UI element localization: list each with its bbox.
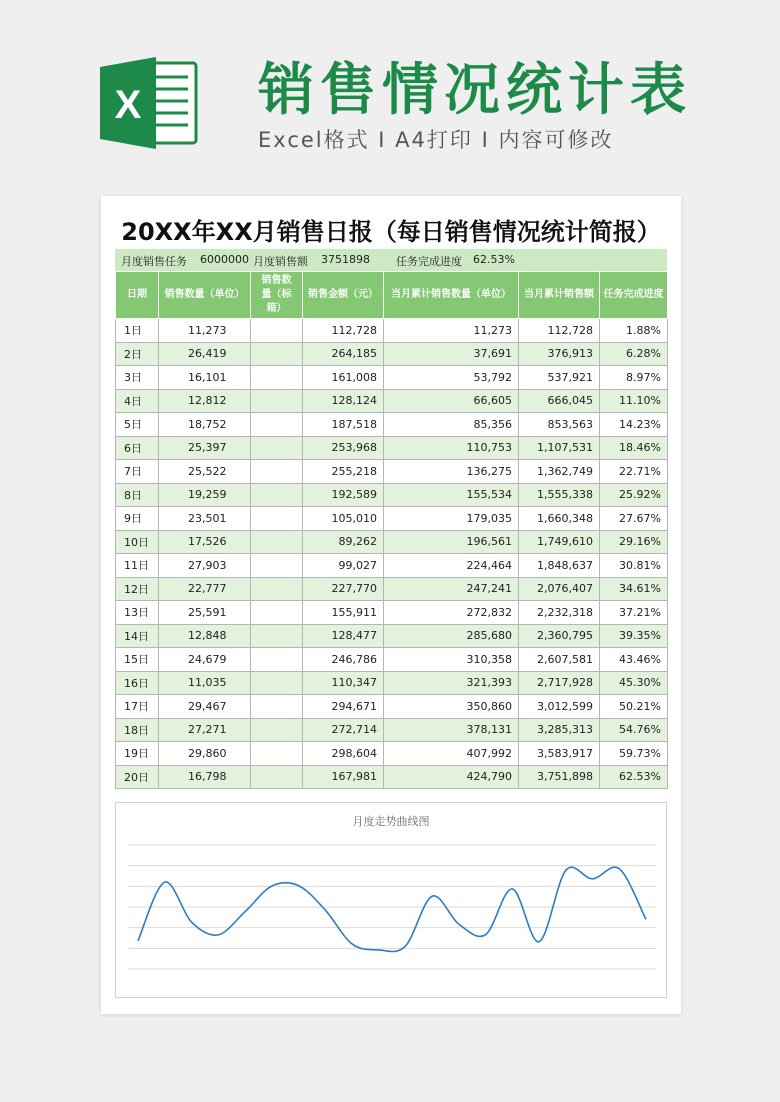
cell-amount: 89,262 bbox=[303, 530, 384, 554]
cell-amount: 294,671 bbox=[303, 695, 384, 719]
cell-cum-qty: 272,832 bbox=[384, 601, 519, 625]
cell-cum-amount: 2,360,795 bbox=[519, 624, 600, 648]
amount-label: 月度销售额 bbox=[253, 255, 308, 268]
cell-box bbox=[251, 460, 303, 484]
header-cum-amount: 当月累计销售额 bbox=[519, 272, 600, 319]
cell-qty: 27,903 bbox=[159, 554, 251, 578]
table-row bbox=[116, 601, 668, 625]
amount-value: 3751898 bbox=[321, 253, 370, 266]
cell-date: 10日 bbox=[116, 530, 159, 554]
table-row bbox=[116, 671, 668, 695]
data-point bbox=[188, 919, 194, 925]
cell-qty: 26,419 bbox=[159, 342, 251, 366]
table-header-row bbox=[116, 272, 668, 319]
cell-qty: 17,526 bbox=[159, 530, 251, 554]
data-point bbox=[402, 943, 408, 949]
data-point bbox=[135, 938, 141, 944]
cell-box bbox=[251, 507, 303, 531]
table-row bbox=[116, 530, 668, 554]
data-point bbox=[215, 932, 221, 938]
data-point bbox=[295, 883, 301, 889]
table-row bbox=[116, 366, 668, 390]
cell-box bbox=[251, 413, 303, 437]
cell-date: 18日 bbox=[116, 718, 159, 742]
cell-box bbox=[251, 624, 303, 648]
cell-qty: 16,798 bbox=[159, 765, 251, 789]
cell-cum-amount: 1,555,338 bbox=[519, 483, 600, 507]
table-row bbox=[116, 319, 668, 343]
cell-amount: 161,008 bbox=[303, 366, 384, 390]
cell-amount: 264,185 bbox=[303, 342, 384, 366]
cell-cum-amount: 1,660,348 bbox=[519, 507, 600, 531]
cell-cum-amount: 112,728 bbox=[519, 319, 600, 343]
cell-date: 13日 bbox=[116, 601, 159, 625]
cell-box bbox=[251, 389, 303, 413]
cell-qty: 11,273 bbox=[159, 319, 251, 343]
cell-cum-amount: 3,751,898 bbox=[519, 765, 600, 789]
cell-qty: 27,271 bbox=[159, 718, 251, 742]
cell-amount: 187,518 bbox=[303, 413, 384, 437]
cell-box bbox=[251, 342, 303, 366]
cell-amount: 128,124 bbox=[303, 389, 384, 413]
cell-progress: 22.71% bbox=[600, 460, 668, 484]
cell-cum-amount: 3,285,313 bbox=[519, 718, 600, 742]
data-point bbox=[269, 883, 275, 889]
cell-cum-qty: 285,680 bbox=[384, 624, 519, 648]
table-row bbox=[116, 342, 668, 366]
cell-progress: 25.92% bbox=[600, 483, 668, 507]
cell-cum-qty: 179,035 bbox=[384, 507, 519, 531]
cell-amount: 167,981 bbox=[303, 765, 384, 789]
logo-letter: X bbox=[114, 83, 142, 127]
cell-cum-qty: 53,792 bbox=[384, 366, 519, 390]
cell-progress: 50.21% bbox=[600, 695, 668, 719]
header-qty: 销售数量（单位） bbox=[159, 272, 251, 319]
cell-date: 14日 bbox=[116, 624, 159, 648]
cell-amount: 110,347 bbox=[303, 671, 384, 695]
table-row bbox=[116, 460, 668, 484]
cell-date: 20日 bbox=[116, 765, 159, 789]
table-row bbox=[116, 483, 668, 507]
cell-qty: 12,848 bbox=[159, 624, 251, 648]
table-row bbox=[116, 718, 668, 742]
table-row bbox=[116, 765, 668, 789]
header-date: 日期 bbox=[116, 272, 159, 319]
cell-date: 12日 bbox=[116, 577, 159, 601]
cell-cum-amount: 2,717,928 bbox=[519, 671, 600, 695]
task-value: 6000000 bbox=[200, 253, 249, 266]
cell-cum-qty: 350,860 bbox=[384, 695, 519, 719]
cell-progress: 11.10% bbox=[600, 389, 668, 413]
cell-amount: 255,218 bbox=[303, 460, 384, 484]
task-summary-bar bbox=[115, 249, 667, 271]
cell-box bbox=[251, 366, 303, 390]
cell-date: 1日 bbox=[116, 319, 159, 343]
chart-plot bbox=[116, 803, 666, 997]
cell-amount: 105,010 bbox=[303, 507, 384, 531]
cell-amount: 99,027 bbox=[303, 554, 384, 578]
table-row bbox=[116, 577, 668, 601]
report-sheet bbox=[101, 196, 681, 1014]
table-row bbox=[116, 413, 668, 437]
data-point bbox=[376, 947, 382, 953]
cell-cum-amount: 1,848,637 bbox=[519, 554, 600, 578]
cell-progress: 6.28% bbox=[600, 342, 668, 366]
cell-qty: 29,860 bbox=[159, 742, 251, 766]
cell-cum-qty: 378,131 bbox=[384, 718, 519, 742]
table-row bbox=[116, 436, 668, 460]
cell-cum-qty: 110,753 bbox=[384, 436, 519, 460]
cell-cum-amount: 537,921 bbox=[519, 366, 600, 390]
cell-date: 6日 bbox=[116, 436, 159, 460]
cell-qty: 18,752 bbox=[159, 413, 251, 437]
cell-cum-amount: 3,583,917 bbox=[519, 742, 600, 766]
cell-progress: 29.16% bbox=[600, 530, 668, 554]
cell-progress: 54.76% bbox=[600, 718, 668, 742]
data-point bbox=[536, 939, 542, 945]
progress-value: 62.53% bbox=[473, 253, 515, 266]
data-point bbox=[590, 876, 596, 882]
cell-box bbox=[251, 742, 303, 766]
cell-qty: 25,522 bbox=[159, 460, 251, 484]
cell-cum-qty: 37,691 bbox=[384, 342, 519, 366]
trend-chart bbox=[115, 802, 667, 998]
cell-date: 16日 bbox=[116, 671, 159, 695]
cell-qty: 12,812 bbox=[159, 389, 251, 413]
data-point bbox=[563, 867, 569, 873]
cell-date: 5日 bbox=[116, 413, 159, 437]
cell-box bbox=[251, 530, 303, 554]
cell-box bbox=[251, 648, 303, 672]
cell-box bbox=[251, 436, 303, 460]
cell-qty: 24,679 bbox=[159, 648, 251, 672]
cell-date: 11日 bbox=[116, 554, 159, 578]
cell-cum-qty: 85,356 bbox=[384, 413, 519, 437]
cell-progress: 8.97% bbox=[600, 366, 668, 390]
page-subtitle: Excel格式 I A4打印 I 内容可修改 bbox=[258, 128, 614, 152]
cell-cum-amount: 853,563 bbox=[519, 413, 600, 437]
cell-date: 4日 bbox=[116, 389, 159, 413]
table-row bbox=[116, 648, 668, 672]
cell-progress: 39.35% bbox=[600, 624, 668, 648]
cell-progress: 59.73% bbox=[600, 742, 668, 766]
cell-box bbox=[251, 577, 303, 601]
cell-qty: 25,397 bbox=[159, 436, 251, 460]
cell-progress: 45.30% bbox=[600, 671, 668, 695]
cell-cum-amount: 3,012,599 bbox=[519, 695, 600, 719]
excel-logo-icon bbox=[100, 55, 198, 151]
header-cum-qty: 当月累计销售数量（单位） bbox=[384, 272, 519, 319]
sales-table bbox=[115, 271, 668, 789]
table-row bbox=[116, 507, 668, 531]
data-point bbox=[349, 941, 355, 947]
cell-progress: 27.67% bbox=[600, 507, 668, 531]
cell-amount: 192,589 bbox=[303, 483, 384, 507]
cell-cum-amount: 1,107,531 bbox=[519, 436, 600, 460]
cell-box bbox=[251, 695, 303, 719]
cell-amount: 272,714 bbox=[303, 718, 384, 742]
cell-qty: 25,591 bbox=[159, 601, 251, 625]
task-label: 月度销售任务 bbox=[121, 255, 187, 268]
cell-cum-qty: 196,561 bbox=[384, 530, 519, 554]
cell-cum-qty: 424,790 bbox=[384, 765, 519, 789]
cell-date: 19日 bbox=[116, 742, 159, 766]
cell-qty: 23,501 bbox=[159, 507, 251, 531]
cell-qty: 29,467 bbox=[159, 695, 251, 719]
cell-cum-qty: 247,241 bbox=[384, 577, 519, 601]
cell-cum-amount: 376,913 bbox=[519, 342, 600, 366]
cell-qty: 22,777 bbox=[159, 577, 251, 601]
cell-progress: 30.81% bbox=[600, 554, 668, 578]
cell-progress: 14.23% bbox=[600, 413, 668, 437]
data-point bbox=[162, 879, 168, 885]
cell-qty: 16,101 bbox=[159, 366, 251, 390]
cell-date: 8日 bbox=[116, 483, 159, 507]
page-title: 销售情况统计表 bbox=[258, 58, 692, 123]
data-point bbox=[643, 916, 649, 922]
cell-cum-qty: 155,534 bbox=[384, 483, 519, 507]
series-line bbox=[138, 867, 646, 951]
cell-progress: 62.53% bbox=[600, 765, 668, 789]
cell-progress: 37.21% bbox=[600, 601, 668, 625]
cell-cum-amount: 666,045 bbox=[519, 389, 600, 413]
cell-cum-amount: 1,362,749 bbox=[519, 460, 600, 484]
cell-cum-qty: 321,393 bbox=[384, 671, 519, 695]
cell-progress: 1.88% bbox=[600, 319, 668, 343]
data-point bbox=[509, 886, 515, 892]
data-point bbox=[616, 866, 622, 872]
cell-box bbox=[251, 718, 303, 742]
cell-box bbox=[251, 483, 303, 507]
cell-box bbox=[251, 765, 303, 789]
cell-date: 9日 bbox=[116, 507, 159, 531]
cell-box bbox=[251, 319, 303, 343]
data-point bbox=[483, 932, 489, 938]
table-row bbox=[116, 624, 668, 648]
table-row bbox=[116, 389, 668, 413]
cell-progress: 34.61% bbox=[600, 577, 668, 601]
header-box: 销售数量（标箱） bbox=[251, 272, 303, 319]
header-amount: 销售金额（元） bbox=[303, 272, 384, 319]
cell-date: 17日 bbox=[116, 695, 159, 719]
cell-box bbox=[251, 671, 303, 695]
cell-cum-amount: 2,232,318 bbox=[519, 601, 600, 625]
table-row bbox=[116, 742, 668, 766]
cell-amount: 246,786 bbox=[303, 648, 384, 672]
cell-qty: 11,035 bbox=[159, 671, 251, 695]
cell-cum-qty: 224,464 bbox=[384, 554, 519, 578]
data-point bbox=[429, 893, 435, 899]
cell-amount: 128,477 bbox=[303, 624, 384, 648]
cell-date: 2日 bbox=[116, 342, 159, 366]
table-row bbox=[116, 554, 668, 578]
cell-cum-amount: 2,076,407 bbox=[519, 577, 600, 601]
data-point bbox=[242, 909, 248, 915]
sheet-title: 20XX年XX月销售日报（每日销售情况统计简报） bbox=[121, 218, 661, 246]
cell-qty: 19,259 bbox=[159, 483, 251, 507]
cell-amount: 298,604 bbox=[303, 742, 384, 766]
cell-progress: 18.46% bbox=[600, 436, 668, 460]
progress-label: 任务完成进度 bbox=[396, 255, 462, 268]
cell-amount: 112,728 bbox=[303, 319, 384, 343]
cell-cum-qty: 407,992 bbox=[384, 742, 519, 766]
cell-cum-qty: 11,273 bbox=[384, 319, 519, 343]
data-point bbox=[456, 921, 462, 927]
cell-cum-qty: 66,605 bbox=[384, 389, 519, 413]
cell-date: 7日 bbox=[116, 460, 159, 484]
cell-cum-amount: 2,607,581 bbox=[519, 648, 600, 672]
cell-amount: 155,911 bbox=[303, 601, 384, 625]
cell-box bbox=[251, 554, 303, 578]
cell-box bbox=[251, 601, 303, 625]
cell-date: 3日 bbox=[116, 366, 159, 390]
cell-progress: 43.46% bbox=[600, 648, 668, 672]
cell-cum-amount: 1,749,610 bbox=[519, 530, 600, 554]
table-row bbox=[116, 695, 668, 719]
header-progress: 任务完成进度 bbox=[600, 272, 668, 319]
cell-date: 15日 bbox=[116, 648, 159, 672]
cell-amount: 227,770 bbox=[303, 577, 384, 601]
cell-cum-qty: 136,275 bbox=[384, 460, 519, 484]
data-point bbox=[322, 907, 328, 913]
cell-amount: 253,968 bbox=[303, 436, 384, 460]
cell-cum-qty: 310,358 bbox=[384, 648, 519, 672]
chart-title: 月度走势曲线图 bbox=[352, 815, 430, 828]
